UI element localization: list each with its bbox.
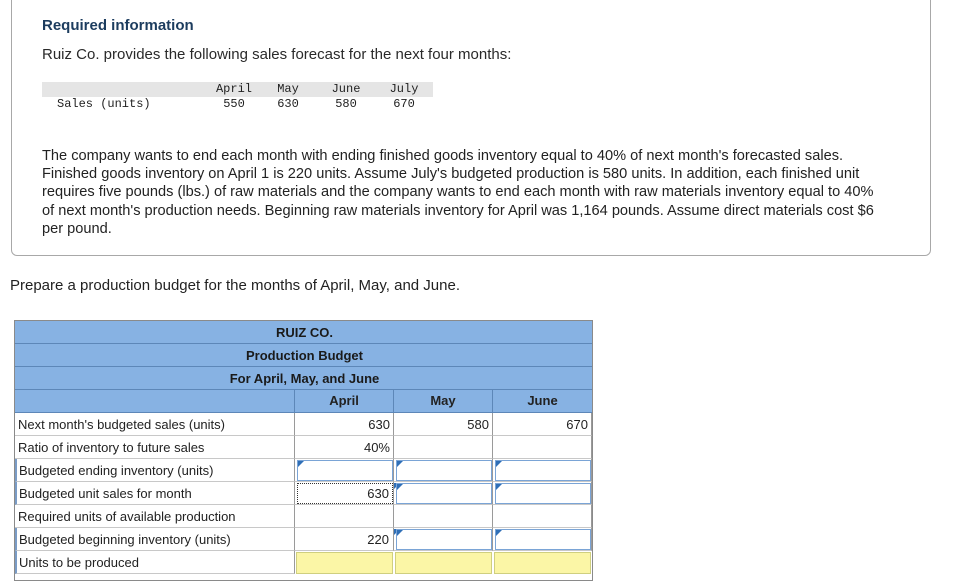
forecast-month-may: May [259,82,317,97]
required-information-title: Required information [42,17,194,34]
forecast-value-july: 670 [393,97,415,111]
intro-text: Ruiz Co. provides the following sales forecast for the next four months: [42,46,512,63]
input-ending-inventory-april[interactable] [297,460,393,481]
row-label-beginning-inventory: Budgeted beginning inventory (units) [15,528,295,551]
beginning-inventory-april-value: 220 [367,532,389,547]
input-marker-icon [397,461,403,467]
unit-sales-april-value: 630 [367,486,389,501]
cell-next-month-sales-may: 580 [394,413,493,436]
input-marker-icon [397,530,403,536]
budget-period-row [15,367,592,390]
input-marker-icon [496,461,502,467]
budget-company: RUIZ CO. [275,325,334,340]
row-label-units-produced: Units to be produced [15,551,295,574]
input-beginning-inventory-june[interactable] [495,529,591,550]
input-unit-sales-april[interactable] [297,483,393,504]
input-marker-icon [496,530,502,536]
budget-company-row [15,321,592,344]
cell-inventory-ratio-june [493,436,592,459]
row-label-ending-inventory: Budgeted ending inventory (units) [15,459,295,482]
input-units-produced-april[interactable] [296,552,393,574]
question-prompt: Prepare a production budget for the months of April, May, and June. [10,277,460,294]
forecast-row-label: Sales (units) [57,97,151,111]
cell-required-units-april [295,505,394,528]
input-units-produced-june[interactable] [494,552,591,574]
forecast-value-may: 630 [277,97,299,111]
input-beginning-inventory-may[interactable] [396,529,492,550]
budget-period: For April, May, and June [229,371,380,386]
cell-next-month-sales-june: 670 [493,413,592,436]
column-header-may: May [394,390,493,413]
input-unit-sales-may[interactable] [396,483,492,504]
cell-inventory-ratio-april: 40% [295,436,394,459]
cell-next-month-sales-april: 630 [295,413,394,436]
cell-required-units-may [394,505,493,528]
forecast-month-july: July [375,82,433,97]
cell-required-units-june [493,505,592,528]
cell-inventory-ratio-may [394,436,493,459]
forecast-month-april: April [209,82,259,97]
problem-paragraph: The company wants to end each month with ending finished goods inventory equal to 40% of next month's forecasted sales. Finished goods inventory on April 1 is 220 units. Assume July's budgeted production is 580 units. In addition, each finished unit requires five pounds (lbs.) of raw materials and the company wants to end each month with raw materials inventory equal to 40% of next month's production needs. Beginning raw materials inventory for April was 1,164 pounds. Assume direct materials cost $6 per pound. [42,148,874,237]
input-beginning-inventory-april[interactable] [297,529,393,550]
input-marker-icon [298,461,304,467]
forecast-value-april: 550 [223,97,245,111]
input-marker-icon [397,484,403,490]
input-units-produced-may[interactable] [395,552,492,574]
row-label-inventory-ratio: Ratio of inventory to future sales [15,436,295,459]
input-ending-inventory-june[interactable] [495,460,591,481]
budget-title: Production Budget [246,348,363,363]
row-label-required-units: Required units of available production [15,505,295,528]
column-header-june: June [493,390,592,413]
production-budget-table [14,320,593,581]
column-header-april: April [295,390,394,413]
input-unit-sales-june[interactable] [495,483,591,504]
forecast-value-june: 580 [335,97,357,111]
row-label-next-month-sales: Next month's budgeted sales (units) [15,413,295,436]
row-label-unit-sales: Budgeted unit sales for month [15,482,295,505]
sales-forecast-table [42,82,433,112]
input-ending-inventory-may[interactable] [396,460,492,481]
forecast-month-june: June [317,82,375,97]
budget-title-row [15,344,592,367]
input-marker-icon [496,484,502,490]
